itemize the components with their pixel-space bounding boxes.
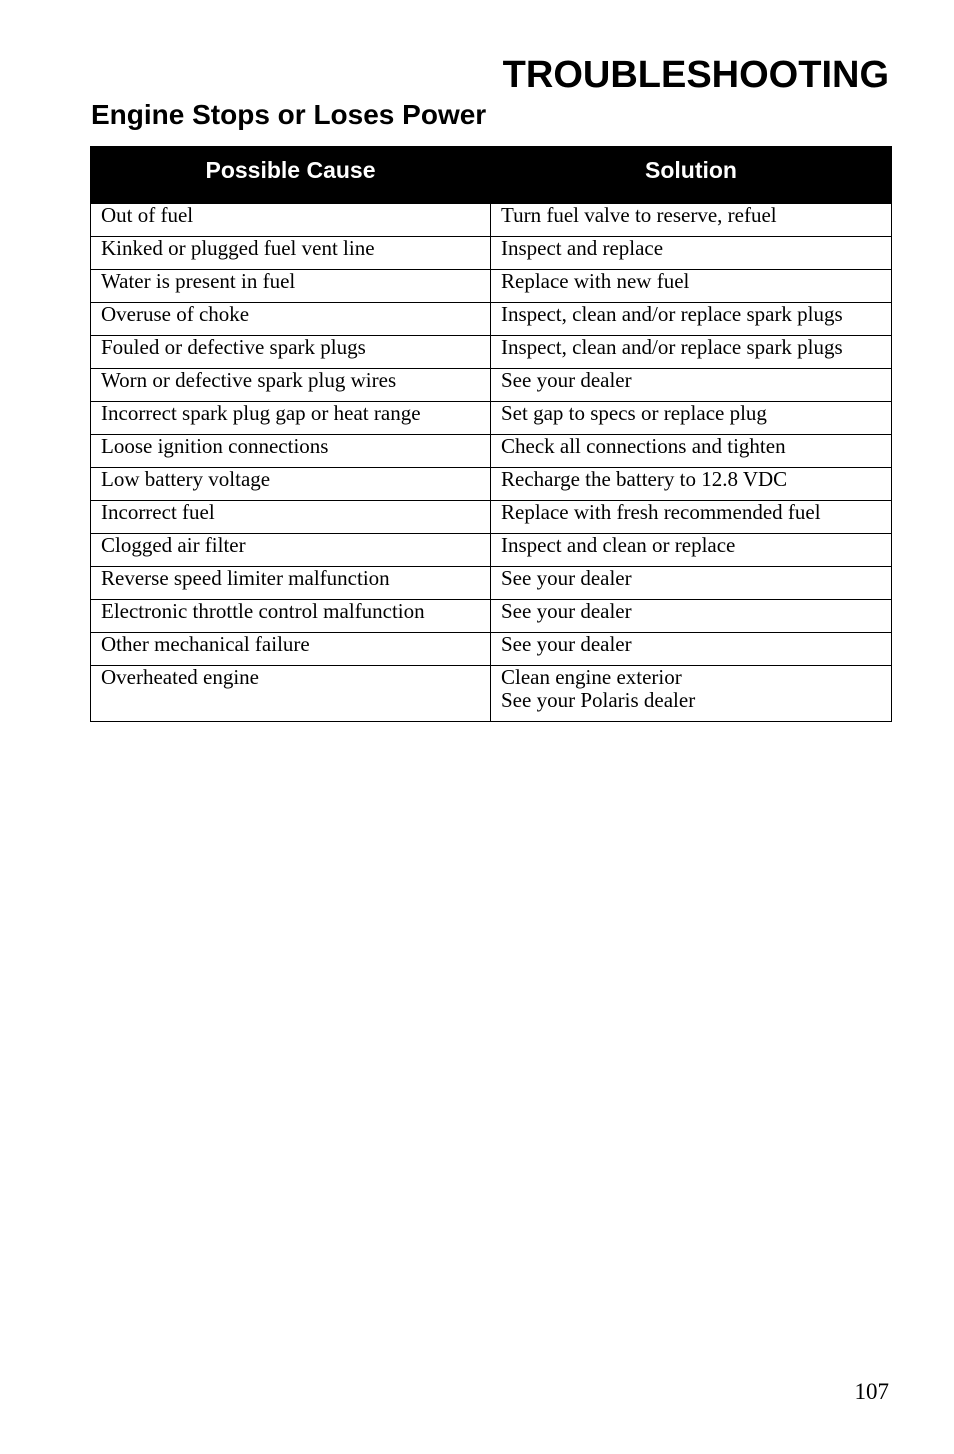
table-row — [91, 666, 892, 722]
cause-cell: Fouled or defective spark plugs — [91, 336, 491, 369]
column-header-solution: Solution — [491, 147, 892, 204]
column-header-possible-cause: Possible Cause — [91, 147, 491, 204]
solution-cell: Inspect, clean and/or replace spark plugs — [491, 336, 892, 369]
solution-cell: Replace with new fuel — [491, 270, 892, 303]
solution-cell: See your dealer — [491, 633, 892, 666]
cause-cell: Other mechanical failure — [91, 633, 491, 666]
table-row — [91, 435, 892, 468]
cause-cell: Incorrect fuel — [91, 501, 491, 534]
table-row — [91, 237, 892, 270]
cause-cell: Reverse speed limiter malfunction — [91, 567, 491, 600]
solution-cell: Recharge the battery to 12.8 VDC — [491, 468, 892, 501]
table-row — [91, 534, 892, 567]
table-row — [91, 336, 892, 369]
solution-cell: Replace with fresh recommended fuel — [491, 501, 892, 534]
solution-cell: See your dealer — [491, 369, 892, 402]
table-row — [91, 633, 892, 666]
solution-cell: Set gap to specs or replace plug — [491, 402, 892, 435]
cause-cell: Overheated engine — [91, 666, 491, 722]
solution-cell: Turn fuel valve to reserve, refuel — [491, 204, 892, 237]
table-row — [91, 369, 892, 402]
table-row — [91, 501, 892, 534]
table-row — [91, 270, 892, 303]
table-row — [91, 600, 892, 633]
section-title: Engine Stops or Loses Power — [91, 99, 487, 130]
cause-cell: Low battery voltage — [91, 468, 491, 501]
solution-cell: See your dealer — [491, 567, 892, 600]
table-row — [91, 567, 892, 600]
table-row — [91, 303, 892, 336]
table-row — [91, 204, 892, 237]
cause-cell: Clogged air filter — [91, 534, 491, 567]
cause-cell: Worn or defective spark plug wires — [91, 369, 491, 402]
table-header-row — [91, 147, 892, 204]
cause-cell: Loose ignition connections — [91, 435, 491, 468]
solution-cell: Inspect and clean or replace — [491, 534, 892, 567]
solution-cell: Check all connections and tighten — [491, 435, 892, 468]
page-number: 107 — [854, 1379, 889, 1404]
cause-cell: Incorrect spark plug gap or heat range — [91, 402, 491, 435]
solution-cell: Inspect, clean and/or replace spark plugs — [491, 303, 892, 336]
cause-cell: Overuse of choke — [91, 303, 491, 336]
page-title: TROUBLESHOOTING — [502, 54, 889, 96]
table-row — [91, 402, 892, 435]
solution-cell: Inspect and replace — [491, 237, 892, 270]
solution-cell: See your dealer — [491, 600, 892, 633]
cause-cell: Out of fuel — [91, 204, 491, 237]
cause-cell: Electronic throttle control malfunction — [91, 600, 491, 633]
cause-cell: Kinked or plugged fuel vent line — [91, 237, 491, 270]
troubleshooting-table — [90, 146, 892, 722]
cause-cell: Water is present in fuel — [91, 270, 491, 303]
table-row — [91, 468, 892, 501]
solution-cell: Clean engine exterior See your Polaris dealer — [491, 666, 892, 722]
